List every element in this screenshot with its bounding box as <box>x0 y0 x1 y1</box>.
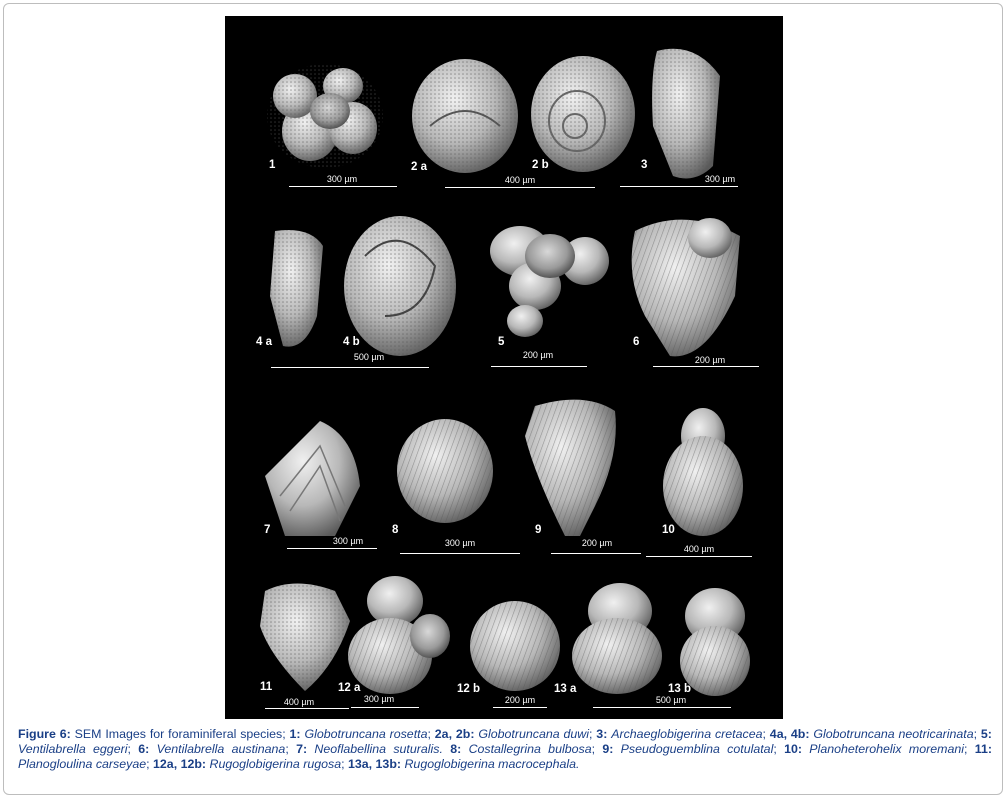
caption-num: 7: <box>296 742 308 756</box>
specimen-13-scale-bar <box>593 707 731 708</box>
specimen-7-image <box>265 421 360 536</box>
caption-species: Planoheterohelix moremani <box>809 742 964 756</box>
specimen-12a-scale-text: 300 µm <box>363 694 395 704</box>
caption-sep: ; <box>588 727 597 741</box>
caption-species: Pseudoguemblina cotulatal <box>620 742 774 756</box>
caption-species: Globotruncana rosetta <box>304 727 428 741</box>
specimen-3-scale-bar <box>620 186 738 187</box>
specimen-12b-scale-text: 200 µm <box>504 695 536 705</box>
specimen-12a-image <box>348 576 450 694</box>
caption-sep: ; <box>427 727 435 741</box>
caption-num: 9: <box>602 742 614 756</box>
caption-num: 13a, 13b: <box>347 757 402 771</box>
caption-species: Ventilabrella austinana <box>156 742 286 756</box>
specimen-9-scale-bar <box>551 553 641 554</box>
specimen-2-scale-bar <box>445 187 595 188</box>
specimen-3-label: 3 <box>641 159 648 171</box>
caption-sep: ; <box>964 742 975 756</box>
sem-plate <box>225 16 783 719</box>
caption-sep: ; <box>591 742 603 756</box>
caption-sep: ; <box>146 757 154 771</box>
specimen-3-image <box>652 49 720 179</box>
specimen-13a-label: 13 a <box>554 683 577 695</box>
specimen-11-scale-bar <box>265 708 349 709</box>
specimen-10-scale-bar <box>646 556 752 557</box>
specimen-2b-image <box>531 56 635 172</box>
specimen-8-label: 8 <box>392 524 399 536</box>
caption-num: 4a, 4b: <box>769 727 810 741</box>
specimen-2b-label: 2 b <box>532 159 549 171</box>
specimen-9-scale-text: 200 µm <box>581 538 613 548</box>
specimen-1-image <box>267 64 383 168</box>
specimen-5-scale-bar <box>491 366 587 367</box>
specimen-7-scale-text: 300 µm <box>332 536 364 546</box>
specimen-1-scale-bar <box>289 186 397 187</box>
specimen-6-image <box>632 218 740 356</box>
caption-species: Costallegrina bulbosa <box>468 742 592 756</box>
caption-species: Ventilabrella eggeri <box>18 742 128 756</box>
specimen-13b-image <box>680 588 750 696</box>
specimen-12b-scale-bar <box>493 707 547 708</box>
specimen-8-image <box>397 419 493 523</box>
caption-species: Archaeglobigerina cretacea <box>611 727 763 741</box>
caption-num: 1: <box>289 727 301 741</box>
caption-num: 10: <box>784 742 802 756</box>
caption-intro: SEM Images for foraminiferal species; <box>70 727 290 741</box>
caption-num: 5: <box>980 727 992 741</box>
caption-species: Rugoglobigerina macrocephala. <box>404 757 580 771</box>
caption-sep: ; <box>127 742 139 756</box>
specimen-9-image <box>525 400 616 536</box>
specimen-13b-label: 13 b <box>668 683 692 695</box>
specimen-4a-label: 4 a <box>256 336 272 348</box>
specimen-12a-scale-bar <box>351 707 419 708</box>
specimen-12b-image <box>470 601 560 691</box>
caption-num: 3: <box>596 727 608 741</box>
specimen-2a-image <box>412 59 518 173</box>
specimen-6-label: 6 <box>633 336 640 348</box>
caption-species: Rugoglobigerina rugosa <box>209 757 342 771</box>
figure-caption <box>18 727 992 772</box>
specimen-4-scale-text: 500 µm <box>353 352 385 362</box>
caption-num: 2a, 2b: <box>434 727 475 741</box>
specimen-6-scale-text: 200 µm <box>694 355 726 365</box>
specimen-10-label: 10 <box>662 524 675 536</box>
caption-sep: ; <box>341 757 348 771</box>
caption-sep: ; <box>285 742 297 756</box>
specimen-8-scale-text: 300 µm <box>444 538 476 548</box>
specimen-11-image <box>260 584 350 692</box>
caption-num: 6: <box>138 742 150 756</box>
specimen-5-image <box>490 226 609 337</box>
caption-sep: ; <box>973 727 981 741</box>
specimen-7-label: 7 <box>264 524 271 536</box>
specimen-10-scale-text: 400 µm <box>683 544 715 554</box>
specimen-9-label: 9 <box>535 524 542 536</box>
specimen-2-scale-text: 400 µm <box>504 175 536 185</box>
caption-sep: ; <box>773 742 785 756</box>
specimen-5-scale-text: 200 µm <box>522 350 554 360</box>
caption-num: 8: <box>450 742 462 756</box>
specimen-7-scale-bar <box>287 548 377 549</box>
specimen-10-image <box>663 408 743 536</box>
figure-label: Figure 6: <box>18 727 71 741</box>
specimen-12b-label: 12 b <box>457 683 481 695</box>
specimen-4b-label: 4 b <box>343 336 360 348</box>
caption-species: Globotruncana duwi <box>478 727 589 741</box>
specimen-5-label: 5 <box>498 336 505 348</box>
caption-species: Neoflabellina suturalis. <box>314 742 443 756</box>
caption-species: Planogloulina carseyae <box>18 757 147 771</box>
specimen-3-scale-text: 300 µm <box>704 174 736 184</box>
specimen-13a-image <box>572 583 662 694</box>
specimen-4a-image <box>270 230 323 347</box>
specimen-1-label: 1 <box>269 159 276 171</box>
specimen-8-scale-bar <box>400 553 520 554</box>
specimen-11-scale-text: 400 µm <box>283 697 315 707</box>
specimen-12a-label: 12 a <box>338 682 361 694</box>
specimen-4b-image <box>344 216 456 356</box>
specimen-6-scale-bar <box>653 366 759 367</box>
caption-num: 12a, 12b: <box>153 757 207 771</box>
specimen-11-label: 11 <box>260 681 273 693</box>
specimen-4-scale-bar <box>271 367 429 368</box>
caption-num: 11: <box>974 742 992 756</box>
specimen-2a-label: 2 a <box>411 161 427 173</box>
caption-sep: ; <box>762 727 770 741</box>
caption-species: Globotruncana neotricarinata <box>813 727 974 741</box>
specimen-1-scale-text: 300 µm <box>326 174 358 184</box>
specimen-13-scale-text: 500 µm <box>655 695 687 705</box>
